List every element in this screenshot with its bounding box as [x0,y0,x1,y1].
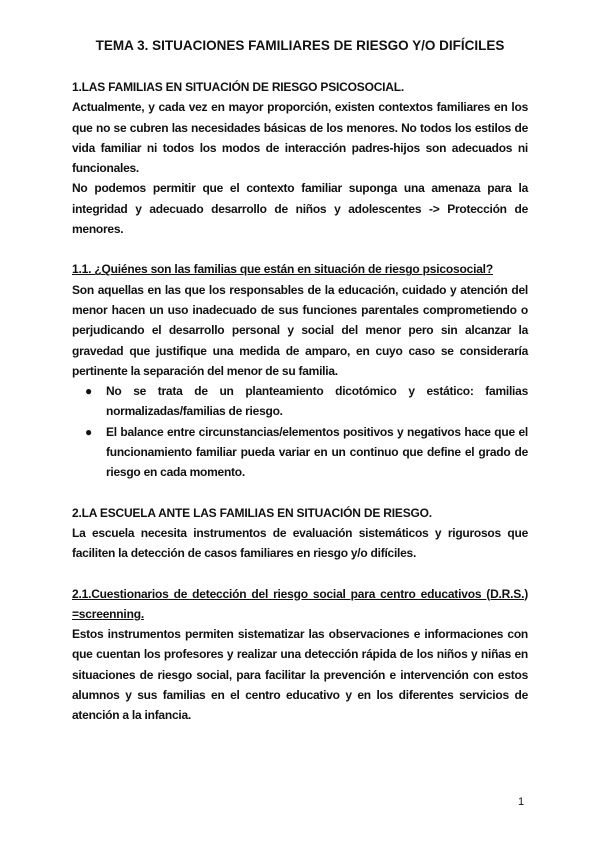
list-item [85,422,528,483]
document-page [72,36,528,726]
paragraph: La escuela necesita instrumentos de evaluación sistemáticos y rigurosos que faciliten la detección de casos familiares en riesgo y/o difíciles. [72,525,528,561]
page-number: 1 [518,796,525,808]
document-title: TEMA 3. SITUACIONES FAMILIARES DE RIESGO Y/O DIFÍCILES [95,38,505,53]
bullet-icon: ● [85,424,92,439]
list-item [85,381,528,422]
paragraph: Estos instrumentos permiten sistematizar las observaciones e informaciones con que cuentan los profesores y realizar una detección rápida de los niños y niñas en situaciones de riesgo social, para facilitar la prevención e intervención con estos alumnos y sus familias en el centro educativo y en los diferentes servicios de atención a la infancia. [72,627,528,723]
paragraph: Actualmente, y cada vez en mayor proporción, existen contextos familiares en los que no se cubren las necesidades básicas de los menores. No todos los estilos de vida familiar ni todos los modos de interacción padres-hijos son adecuados ni funcionales. [72,100,528,176]
bullet-icon: ● [85,384,92,399]
paragraph: Son aquellas en las que los responsables de la educación, cuidado y atención del menor hacen un uso inadecuado de sus funciones parentales comprometiendo o perjudicando el desarrollo personal y social del menor pero sin alcanzar la gravedad que justifique una medida de amparo, en cuyo caso se consideraría pertinente la separación del menor de su familia. [72,282,528,378]
paragraph: No podemos permitir que el contexto familiar suponga una amenaza para la integridad y adecuado desarrollo de niños y adolescentes -> Protección de menores. [72,181,528,237]
list-item-text: El balance entre circunstancias/elementos positivos y negativos hace que el funcionamiento familiar pueda variar en un continuo que define el grado de riesgo en cada momento. [106,424,528,480]
section-heading-1: 1.LAS FAMILIAS EN SITUACIÓN DE RIESGO PSICOSOCIAL. [72,80,405,94]
section-heading-1-1: 1.1. ¿Quiénes son las familias que están en situación de riesgo psicosocial? [72,262,493,277]
bullet-list [72,381,528,482]
list-item-text: No se trata de un planteamiento dicotómico y estático: familias normalizadas/familias de riesgo. [106,384,528,419]
section-heading-2: 2.LA ESCUELA ANTE LAS FAMILIAS EN SITUACIÓN DE RIESGO. [72,505,432,520]
section-heading-2-1: 2.1.Cuestionarios de detección del riesgo social para centro educativos (D.R.S.) =screenning. [72,586,528,621]
